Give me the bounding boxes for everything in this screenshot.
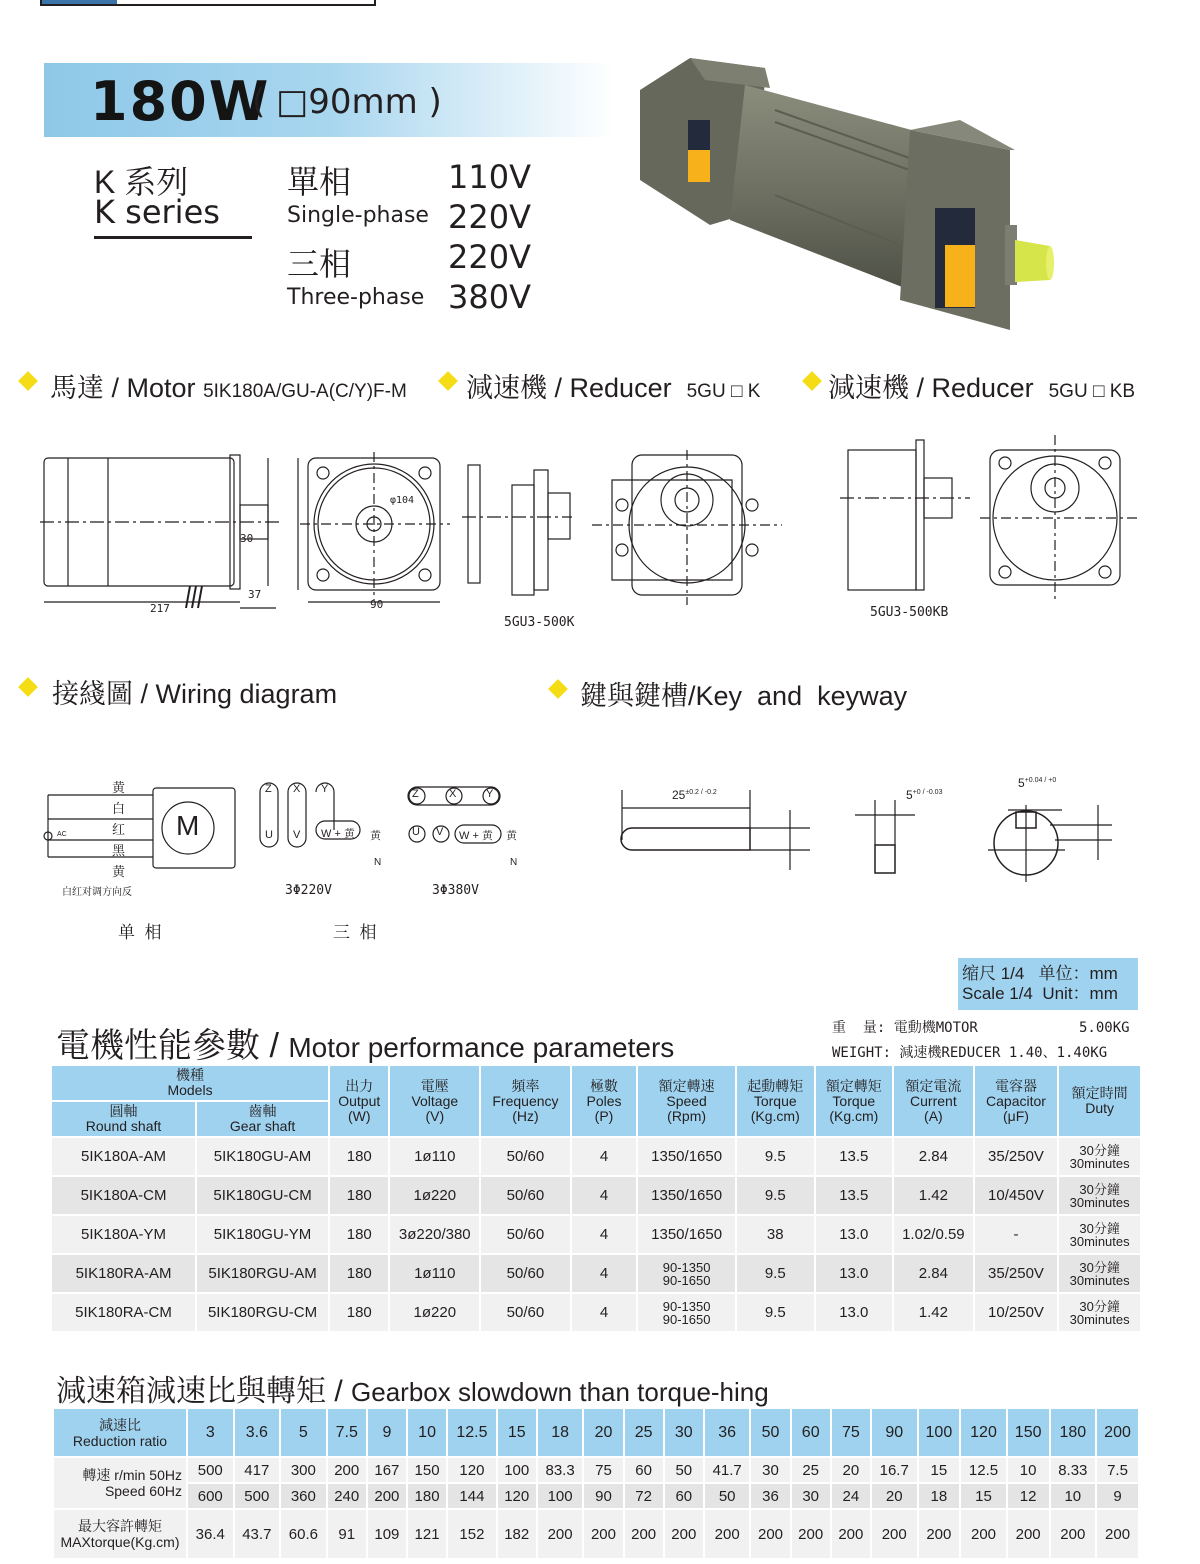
speed60-cell: 500 bbox=[235, 1484, 280, 1508]
perf-title: 電機性能參數 / Motor performance parameters bbox=[56, 1027, 675, 1065]
speed60-cell: 120 bbox=[498, 1484, 536, 1508]
speed60-cell: 15 bbox=[961, 1484, 1006, 1508]
voltage-110: 110V bbox=[448, 158, 531, 196]
three-phase-en: Three-phase bbox=[287, 285, 425, 310]
col-poles: 極數 Poles (P) bbox=[572, 1066, 636, 1136]
motor-photo bbox=[630, 50, 1150, 340]
max_torque-cell: 200 bbox=[751, 1510, 789, 1558]
diamond-bullet-icon bbox=[548, 679, 568, 699]
ratios-cell: 3 bbox=[188, 1409, 233, 1456]
speed60-cell: 100 bbox=[538, 1484, 583, 1508]
speed50-cell: 12.5 bbox=[961, 1458, 1006, 1482]
key-width: $5^{+0 / -0.03}$ bbox=[906, 788, 943, 802]
terminal-z: Z bbox=[265, 783, 272, 795]
speed50-cell: 120 bbox=[448, 1458, 496, 1482]
series-underline bbox=[94, 236, 252, 239]
speed50-cell: 150 bbox=[408, 1458, 446, 1482]
series-en: K series bbox=[94, 193, 220, 231]
max_torque-cell: 200 bbox=[872, 1510, 917, 1558]
ratios-cell: 20 bbox=[584, 1409, 622, 1456]
speed50-cell: 100 bbox=[498, 1458, 536, 1482]
dim-30: 30 bbox=[240, 532, 254, 545]
table-row: 5IK180A-AM 5IK180GU-AM 180 1ø110 50/60 4 1350/1650 9.5 13.5 2.84 35/250V 30分鐘 30minutes bbox=[52, 1138, 1140, 1175]
ratios-cell: 25 bbox=[625, 1409, 663, 1456]
ratios-cell: 60 bbox=[792, 1409, 830, 1456]
diamond-bullet-icon bbox=[802, 371, 822, 391]
dim-90: 90 bbox=[370, 598, 384, 611]
speed60-cell: 12 bbox=[1008, 1484, 1049, 1508]
yellow-label-380: 黄 bbox=[506, 830, 517, 842]
voltage-380: 380V bbox=[448, 278, 531, 316]
max_torque-cell: 200 bbox=[538, 1510, 583, 1558]
terminal-x: X bbox=[293, 783, 301, 795]
speed60-cell: 20 bbox=[872, 1484, 917, 1508]
series-zh: K 系列 bbox=[94, 164, 189, 200]
table-row: 5IK180RA-AM 5IK180RGU-AM 180 1ø110 50/60 4 90-1350 90-1650 9.5 13.0 2.84 35/250V 30分鐘 30minutes bbox=[52, 1255, 1140, 1292]
max_torque-cell: 152 bbox=[448, 1510, 496, 1558]
col-voltage: 電壓 Voltage (V) bbox=[390, 1066, 479, 1136]
key-heading: 鍵與鍵槽/Key and keyway bbox=[580, 681, 908, 711]
dim-217: 217 bbox=[150, 602, 170, 615]
speed60-cell: 36 bbox=[751, 1484, 789, 1508]
speed60-cell: 360 bbox=[281, 1484, 326, 1508]
max_torque-cell: 200 bbox=[832, 1510, 870, 1558]
weight-reducer: WEIGHT: 減速機REDUCER 1.40、1.40KG bbox=[832, 1045, 1108, 1061]
col-frequency: 頻率 Frequency (Hz) bbox=[481, 1066, 570, 1136]
col-rated-torque: 額定轉矩 Torque (Kg.cm) bbox=[816, 1066, 893, 1136]
dim-37: 37 bbox=[248, 588, 262, 601]
wiring-diagram bbox=[40, 775, 540, 942]
ac-label: AC bbox=[57, 831, 67, 838]
max_torque-cell: 200 bbox=[1051, 1510, 1096, 1558]
speed50-cell: 16.7 bbox=[872, 1458, 917, 1482]
max_torque-cell: 200 bbox=[919, 1510, 960, 1558]
motor-symbol: M bbox=[176, 810, 200, 841]
diamond-bullet-icon bbox=[18, 371, 38, 391]
terminal-y-380: Y bbox=[486, 788, 494, 800]
ratios-cell: 200 bbox=[1097, 1409, 1138, 1456]
ratios-cell: 180 bbox=[1051, 1409, 1096, 1456]
col-gear-shaft: 齒軸 Gear shaft bbox=[197, 1102, 328, 1136]
yellow-label: 黄 bbox=[370, 830, 381, 842]
terminal-w-380: W + 黄 bbox=[459, 830, 493, 842]
col-output: 出力 Output (W) bbox=[330, 1066, 388, 1136]
performance-table bbox=[50, 1064, 1142, 1333]
speed50-cell: 15 bbox=[919, 1458, 960, 1482]
speed60-cell: 18 bbox=[919, 1484, 960, 1508]
speed50-cell: 41.7 bbox=[705, 1458, 750, 1482]
terminal-v: V bbox=[293, 829, 301, 841]
reducer-kb-caption: 5GU3-500KB bbox=[870, 605, 949, 620]
wire-colors: 黄 白 红 黑 黄 bbox=[112, 780, 126, 879]
voltage-220-three: 220V bbox=[448, 238, 531, 276]
speed50-cell: 20 bbox=[832, 1458, 870, 1482]
single-phase-en: Single-phase bbox=[287, 203, 429, 228]
terminal-w: W + 黄 bbox=[321, 828, 355, 840]
speed60-cell: 10 bbox=[1051, 1484, 1096, 1508]
speed50-cell: 75 bbox=[584, 1458, 622, 1482]
speed50-cell: 10 bbox=[1008, 1458, 1049, 1482]
col-capacitor: 電容器 Capacitor (μF) bbox=[975, 1066, 1058, 1136]
gearbox-table bbox=[52, 1407, 1140, 1560]
max_torque-cell: 91 bbox=[328, 1510, 366, 1558]
max_torque-cell: 36.4 bbox=[188, 1510, 233, 1558]
speed50-cell: 8.33 bbox=[1051, 1458, 1096, 1482]
reducer-kb-heading: 減速機 / Reducer 5GU □ KB bbox=[828, 373, 1136, 403]
ratio-label: 減速比 Reduction ratio bbox=[54, 1409, 186, 1456]
speed60-cell: 50 bbox=[705, 1484, 750, 1508]
col-duty: 額定時間 Duty bbox=[1059, 1066, 1140, 1136]
ratios-cell: 10 bbox=[408, 1409, 446, 1456]
power-title: 180W bbox=[90, 70, 271, 133]
speed50-cell: 50 bbox=[665, 1458, 703, 1482]
key-keyway-drawing bbox=[610, 770, 1130, 890]
speed60-cell: 30 bbox=[792, 1484, 830, 1508]
reducer-k-heading: 減速機 / Reducer 5GU □ K bbox=[466, 373, 761, 403]
speed50-cell: 25 bbox=[792, 1458, 830, 1482]
max_torque-cell: 200 bbox=[961, 1510, 1006, 1558]
ratios-cell: 5 bbox=[281, 1409, 326, 1456]
diamond-bullet-icon bbox=[18, 677, 38, 697]
table-row: 5IK180RA-CM 5IK180RGU-CM 180 1ø220 50/60 4 90-1350 90-1650 9.5 13.0 1.42 10/250V 30分鐘 30minutes bbox=[52, 1294, 1140, 1331]
weight-motor: 重 量: 電動機MOTOR 5.00KG bbox=[832, 1020, 1130, 1036]
speed60-cell: 9 bbox=[1097, 1484, 1138, 1508]
ratios-cell: 50 bbox=[751, 1409, 789, 1456]
max_torque-cell: 200 bbox=[705, 1510, 750, 1558]
speed60-cell: 180 bbox=[408, 1484, 446, 1508]
max_torque-cell: 200 bbox=[584, 1510, 622, 1558]
top-header-bar bbox=[40, 0, 376, 6]
ratios-cell: 7.5 bbox=[328, 1409, 366, 1456]
terminal-x-380: X bbox=[449, 788, 457, 800]
speed50-cell: 200 bbox=[328, 1458, 366, 1482]
ratios-cell: 100 bbox=[919, 1409, 960, 1456]
max_torque-cell: 60.6 bbox=[281, 1510, 326, 1558]
max_torque-cell: 109 bbox=[368, 1510, 406, 1558]
ratios-cell: 120 bbox=[961, 1409, 1006, 1456]
ratios-cell: 3.6 bbox=[235, 1409, 280, 1456]
speed50-cell: 500 bbox=[188, 1458, 233, 1482]
ratios-cell: 15 bbox=[498, 1409, 536, 1456]
max_torque-cell: 43.7 bbox=[235, 1510, 280, 1558]
wiring-heading: 接綫圖 / Wiring diagram bbox=[52, 679, 338, 709]
col-current: 額定電流 Current (A) bbox=[894, 1066, 973, 1136]
neutral-label: N bbox=[374, 857, 382, 868]
speed50-cell: 167 bbox=[368, 1458, 406, 1482]
speed60-cell: 90 bbox=[584, 1484, 622, 1508]
voltage-220-single: 220V bbox=[448, 198, 531, 236]
speed60-cell: 600 bbox=[188, 1484, 233, 1508]
single-phase-zh: 單相 bbox=[287, 164, 352, 200]
speed-label: 轉速 r/min 50Hz Speed 60Hz bbox=[54, 1458, 186, 1508]
ratios-cell: 9 bbox=[368, 1409, 406, 1456]
max_torque-cell: 200 bbox=[792, 1510, 830, 1558]
speed60-cell: 72 bbox=[625, 1484, 663, 1508]
ratios-cell: 75 bbox=[832, 1409, 870, 1456]
reducer-k-dimension-drawing bbox=[462, 445, 792, 630]
key-length: $25^{\pm 0.2 / -0.2}$ bbox=[672, 788, 717, 802]
ratios-cell: 150 bbox=[1008, 1409, 1049, 1456]
terminal-z-380: Z bbox=[412, 788, 419, 800]
max_torque-cell: 182 bbox=[498, 1510, 536, 1558]
terminal-v-380: V bbox=[436, 826, 444, 838]
terminal-y: Y bbox=[321, 783, 329, 795]
label-3phase-220: 3Φ220V bbox=[285, 883, 332, 898]
col-start-torque: 起動轉矩 Torque (Kg.cm) bbox=[737, 1066, 814, 1136]
max_torque-cell: 200 bbox=[1008, 1510, 1049, 1558]
ratios-cell: 12.5 bbox=[448, 1409, 496, 1456]
slot-width: $5^{+0.04 / +0}$ bbox=[1018, 776, 1057, 790]
three-phase-label: 三 相 bbox=[333, 923, 377, 942]
gearbox-title: 減速箱減速比與轉矩 / Gearbox slowdown than torque-hing bbox=[56, 1375, 769, 1408]
scale-box: 缩尺 1/4 单位：mm Scale 1/4 Unit：mm bbox=[958, 958, 1138, 1010]
terminal-u-380: U bbox=[412, 826, 420, 838]
header-bar-accent bbox=[42, 0, 117, 4]
speed60-cell: 60 bbox=[665, 1484, 703, 1508]
three-phase-zh: 三相 bbox=[287, 246, 352, 282]
ratios-cell: 18 bbox=[538, 1409, 583, 1456]
speed50-cell: 83.3 bbox=[538, 1458, 583, 1482]
motor-section-heading: 馬達 / Motor 5IK180A/GU-A(C/Y)F-M bbox=[50, 373, 407, 403]
speed50-cell: 30 bbox=[751, 1458, 789, 1482]
col-models: 機種 Models bbox=[52, 1066, 328, 1100]
ratios-cell: 30 bbox=[665, 1409, 703, 1456]
terminal-u: U bbox=[265, 829, 273, 841]
ratios-cell: 90 bbox=[872, 1409, 917, 1456]
label-3phase-380: 3Φ380V bbox=[432, 883, 479, 898]
max_torque-cell: 200 bbox=[625, 1510, 663, 1558]
single-phase-label: 单 相 bbox=[118, 923, 162, 942]
dim-phi104: φ104 bbox=[390, 495, 415, 506]
max_torque-cell: 200 bbox=[665, 1510, 703, 1558]
speed60-cell: 144 bbox=[448, 1484, 496, 1508]
speed60-cell: 200 bbox=[368, 1484, 406, 1508]
table-row: 5IK180A-YM 5IK180GU-YM 180 3ø220/380 50/60 4 1350/1650 38 13.0 1.02/0.59 - 30分鐘 30minutes bbox=[52, 1216, 1140, 1253]
motor-dimension-drawing bbox=[40, 450, 460, 625]
speed50-cell: 417 bbox=[235, 1458, 280, 1482]
wiring-note: 白红对调方向反 bbox=[62, 887, 132, 898]
col-round-shaft: 圓軸 Round shaft bbox=[52, 1102, 195, 1136]
reducer-kb-dimension-drawing bbox=[830, 430, 1160, 620]
ratios-cell: 36 bbox=[705, 1409, 750, 1456]
torque-label: 最大容許轉矩 MAXtorque(Kg.cm) bbox=[54, 1510, 186, 1558]
diamond-bullet-icon bbox=[438, 371, 458, 391]
speed60-cell: 24 bbox=[832, 1484, 870, 1508]
speed50-cell: 60 bbox=[625, 1458, 663, 1482]
max_torque-cell: 200 bbox=[1097, 1510, 1138, 1558]
speed60-cell: 240 bbox=[328, 1484, 366, 1508]
speed50-cell: 7.5 bbox=[1097, 1458, 1138, 1482]
speed50-cell: 300 bbox=[281, 1458, 326, 1482]
max_torque-cell: 121 bbox=[408, 1510, 446, 1558]
neutral-label-380: N bbox=[510, 857, 518, 868]
reducer-k-caption: 5GU3-500K bbox=[504, 615, 575, 630]
frame-size: ( □90mm ) bbox=[252, 82, 442, 122]
table-row: 5IK180A-CM 5IK180GU-CM 180 1ø220 50/60 4 1350/1650 9.5 13.5 1.42 10/450V 30分鐘 30minutes bbox=[52, 1177, 1140, 1214]
col-speed: 額定轉速 Speed (Rpm) bbox=[638, 1066, 735, 1136]
